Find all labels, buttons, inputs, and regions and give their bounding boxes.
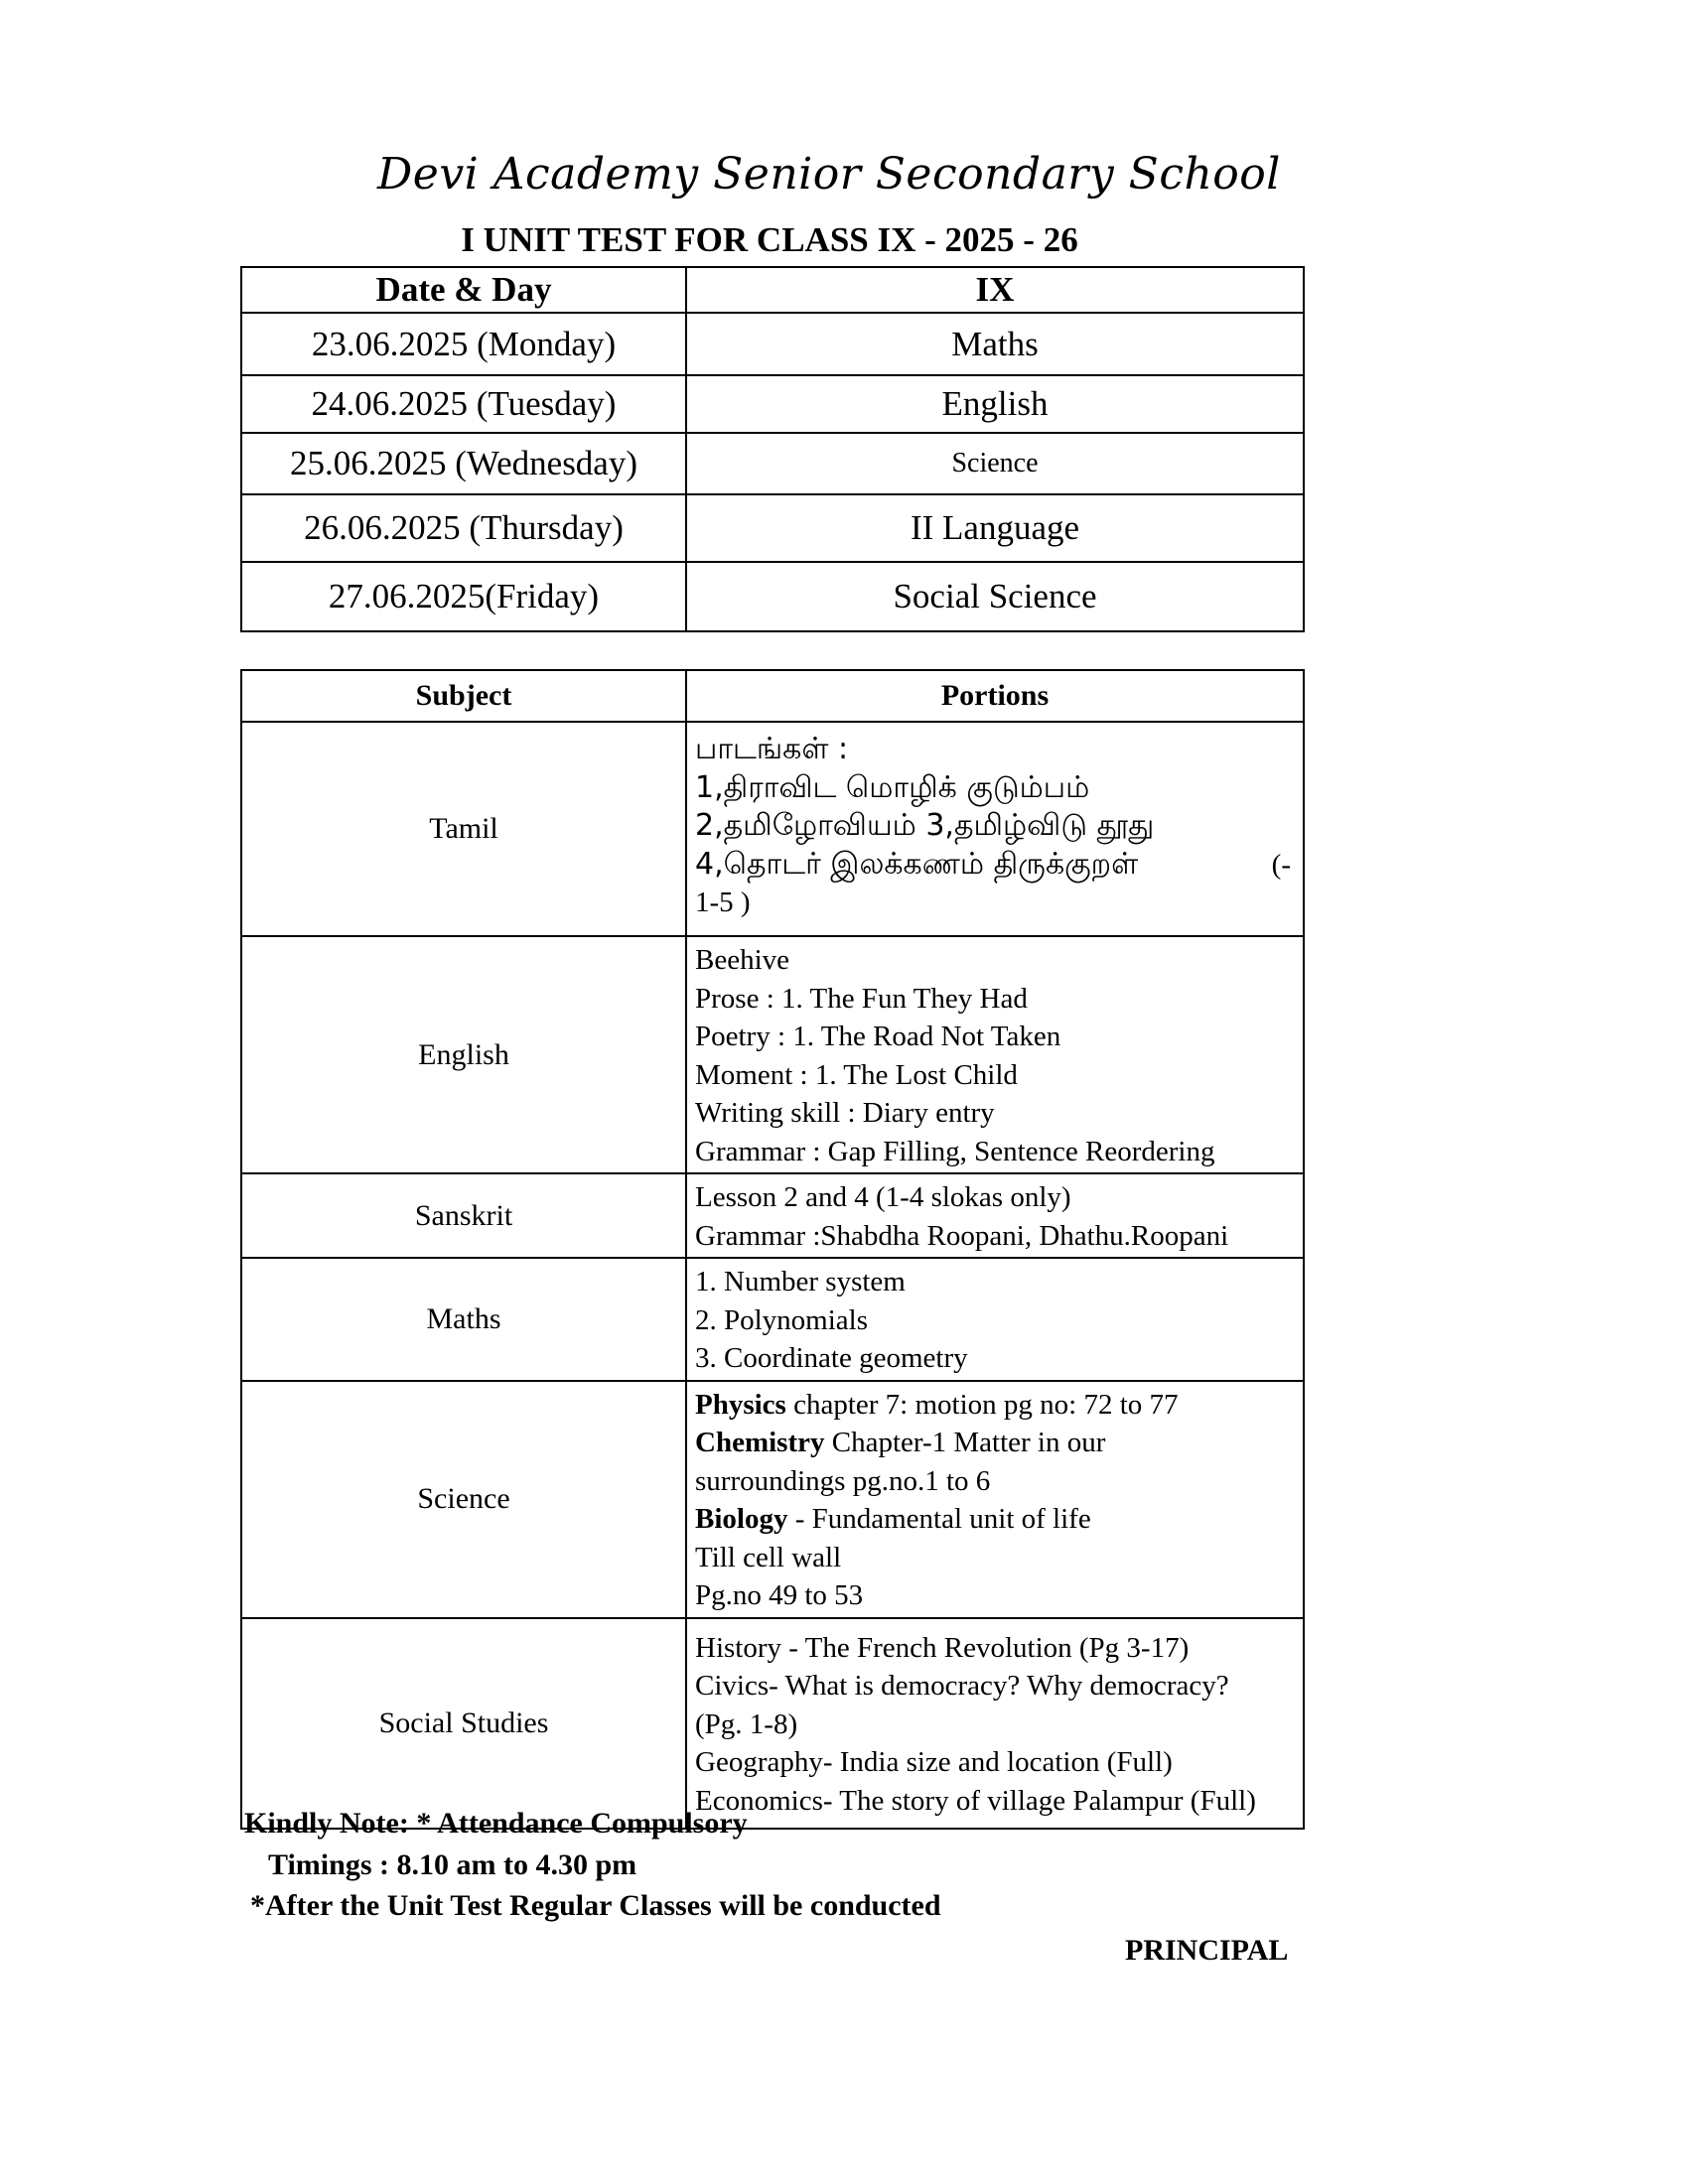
portions-row-science bbox=[241, 1381, 1304, 1618]
exam-schedule-table bbox=[240, 266, 1305, 632]
schedule-row bbox=[241, 313, 1304, 375]
portion-line: (Pg. 1-8) bbox=[695, 1707, 798, 1740]
portion-line: Poetry : 1. The Road Not Taken bbox=[695, 1021, 1061, 1052]
portion-line: Geography- India size and location (Full) bbox=[695, 1746, 1173, 1778]
schedule-header-date: Date & Day bbox=[241, 267, 686, 313]
portion-content bbox=[686, 1173, 1304, 1258]
schedule-subject: Maths bbox=[686, 313, 1304, 375]
portion-line: 2. Polynomials bbox=[695, 1303, 869, 1336]
portion-line: surroundings pg.no.1 to 6 bbox=[695, 1464, 991, 1497]
schedule-header-row bbox=[241, 267, 1304, 313]
portions-row-sanskrit bbox=[241, 1173, 1304, 1258]
portion-line: Grammar : Gap Filling, Sentence Reordering bbox=[695, 1135, 1215, 1167]
portion-line: Moment : 1. The Lost Child bbox=[695, 1058, 1018, 1091]
portion-line-text: chapter 7: motion pg no: 72 to 77 bbox=[785, 1388, 1179, 1421]
schedule-row bbox=[241, 562, 1304, 631]
schedule-subject: English bbox=[686, 375, 1304, 433]
portion-heading-biology: Biology bbox=[695, 1503, 788, 1535]
portion-line: Writing skill : Diary entry bbox=[695, 1097, 995, 1129]
portion-line: History - The French Revolution (Pg 3-17) bbox=[695, 1631, 1190, 1664]
portion-subject: Social Studies bbox=[241, 1618, 686, 1829]
portion-line: Beehive bbox=[695, 944, 790, 976]
portions-row-maths bbox=[241, 1258, 1304, 1381]
portion-line: Pg.no 49 to 53 bbox=[695, 1579, 864, 1611]
portions-header-portions: Portions bbox=[686, 670, 1304, 722]
portion-line-text: Chapter-1 Matter in our bbox=[824, 1427, 1106, 1458]
schedule-row bbox=[241, 375, 1304, 433]
portion-line: 1,திராவிட மொழிக் குடும்பம் bbox=[695, 769, 1090, 805]
portion-line: பாடங்கள் : bbox=[695, 732, 849, 766]
portion-heading-physics: Physics bbox=[695, 1388, 786, 1421]
attendance-note: Kindly Note: * Attendance Compulsory bbox=[244, 1807, 748, 1840]
schedule-subject: II Language bbox=[686, 494, 1304, 562]
schedule-row bbox=[241, 433, 1304, 494]
portion-line: 2,தமிழோவியம் 3,தமிழ்விடு தூது bbox=[695, 808, 1155, 843]
school-name: Devi Academy Senior Secondary School bbox=[377, 149, 1281, 200]
schedule-date: 27.06.2025(Friday) bbox=[241, 562, 686, 631]
schedule-subject: Science bbox=[686, 433, 1304, 494]
schedule-date: 25.06.2025 (Wednesday) bbox=[241, 433, 686, 494]
regular-classes-note: *After the Unit Test Regular Classes will be conducted bbox=[250, 1889, 941, 1922]
portion-content bbox=[686, 1618, 1304, 1829]
portions-row-english bbox=[241, 936, 1304, 1173]
portion-subject: Science bbox=[241, 1381, 686, 1618]
portion-content bbox=[686, 1258, 1304, 1381]
portion-subject: Sanskrit bbox=[241, 1173, 686, 1258]
portion-subject: English bbox=[241, 936, 686, 1173]
portion-line: Prose : 1. The Fun They Had bbox=[695, 982, 1028, 1015]
portion-subject: Maths bbox=[241, 1258, 686, 1381]
portion-line-tail: (- bbox=[1271, 848, 1291, 881]
portion-line bbox=[695, 1500, 1295, 1539]
schedule-date: 23.06.2025 (Monday) bbox=[241, 313, 686, 375]
portion-line: 1-5 ) bbox=[695, 887, 751, 918]
portion-line: Civics- What is democracy? Why democracy? bbox=[695, 1670, 1229, 1702]
schedule-subject: Social Science bbox=[686, 562, 1304, 631]
portions-row-tamil bbox=[241, 722, 1304, 936]
schedule-header-class: IX bbox=[686, 267, 1304, 313]
portion-content bbox=[686, 1381, 1304, 1618]
portion-content bbox=[686, 936, 1304, 1173]
portion-line bbox=[695, 1424, 1295, 1462]
portions-header-row bbox=[241, 670, 1304, 722]
portions-row-social-studies bbox=[241, 1618, 1304, 1829]
portion-line: Grammar :Shabdha Roopani, Dhathu.Roopani bbox=[695, 1219, 1229, 1252]
schedule-date: 24.06.2025 (Tuesday) bbox=[241, 375, 686, 433]
portion-line bbox=[695, 846, 1295, 885]
portion-line: Economics- The story of village Palampur (Full) bbox=[695, 1784, 1256, 1817]
portion-line: Lesson 2 and 4 (1-4 slokas only) bbox=[695, 1181, 1071, 1213]
portion-line bbox=[695, 1386, 1295, 1425]
test-title: I UNIT TEST FOR CLASS IX - 2025 - 26 bbox=[461, 220, 1078, 259]
portion-heading-chemistry: Chemistry bbox=[695, 1427, 825, 1458]
schedule-row bbox=[241, 494, 1304, 562]
principal-signature: PRINCIPAL bbox=[1125, 1934, 1289, 1967]
portion-line-text: - Fundamental unit of life bbox=[787, 1503, 1091, 1535]
portion-subject: Tamil bbox=[241, 722, 686, 936]
timings-note: Timings : 8.10 am to 4.30 pm bbox=[268, 1848, 637, 1881]
portion-line: 1. Number system bbox=[695, 1266, 906, 1297]
portions-header-subject: Subject bbox=[241, 670, 686, 722]
portion-content bbox=[686, 722, 1304, 936]
portions-table bbox=[240, 669, 1305, 1830]
schedule-date: 26.06.2025 (Thursday) bbox=[241, 494, 686, 562]
portion-line: Till cell wall bbox=[695, 1541, 842, 1573]
portion-line: 3. Coordinate geometry bbox=[695, 1342, 968, 1374]
portion-line-main: 4,தொடர் இலக்கணம் திருக்குறள் bbox=[695, 846, 1139, 882]
